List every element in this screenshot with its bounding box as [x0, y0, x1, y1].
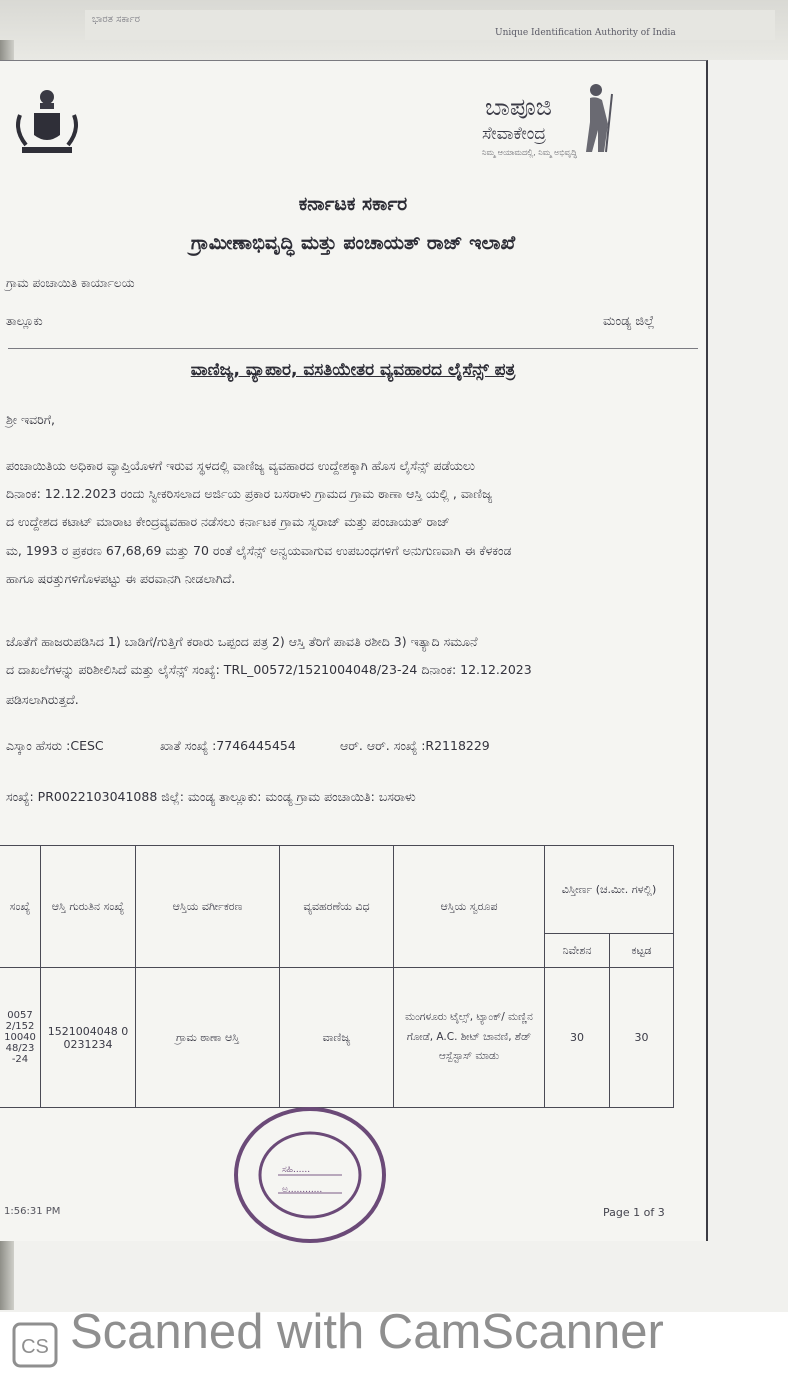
body-line: ದ ಉದ್ದೇಶದ ಕಟಾಟ್ ಮಾರಾಟ ಕೇಂದ್ರವ್ಯವಹಾರ ನಡೆಸಲು ಕರ್ನಾಟಕ ಗ್ರಾಮ ಸ್ವರಾಜ್ ಮತ್ತು ಪಂಚಾಯತ್ ರಾಜ್	[6, 514, 450, 529]
svg-text:CS: CS	[21, 1336, 49, 1358]
body-line: ಹಾಗೂ ಷರತ್ತುಗಳಿಗೊಳಪಟ್ಟು ಈ ಪರವಾನಗಿ ನೀಡಲಾಗಿದೆ.	[6, 571, 236, 586]
table-row	[0, 968, 674, 1108]
stamp-line-2: ಅ............	[282, 1185, 323, 1195]
subheader-site: ನಿವೇಶನ	[545, 934, 610, 968]
header-serial: ಸಂಖ್ಯೆ	[0, 846, 41, 968]
stamp-line-1: ಸಹಿ......	[282, 1165, 311, 1175]
cell-building-area: 30	[610, 968, 674, 1108]
page-number: Page 1 of 3	[603, 1206, 665, 1219]
print-time: 1:56:31 PM	[4, 1206, 61, 1217]
salutation: ಶ್ರೀ ಇವರಿಗೆ,	[6, 412, 55, 427]
taluk-label: ತಾಲ್ಲೂಕು	[6, 314, 43, 328]
bapuji-logo-tagline: ನಿಮ್ಮ ಆಯಾಮದಲ್ಲಿ, ನಿಮ್ಮ ಅಭಿವೃದ್ಧಿ	[482, 148, 578, 157]
escom-name: ಎಸ್ಕಾಂ ಹೆಸರು :CESC	[6, 738, 104, 753]
subheader-building: ಕಟ್ಟಡ	[610, 934, 674, 968]
government-heading: ಕರ್ನಾಟಕ ಸರ್ಕಾರ	[298, 193, 408, 215]
karnataka-emblem-icon	[12, 85, 82, 160]
property-line: ಸಂಖ್ಯೆ: PR0022103041088 ಜಿಲ್ಲೆ: ಮಂಡ್ಯ ತಾಲ್ಲೂಕು: ಮಂಡ್ಯ ಗ್ರಾಮ ಪಂಚಾಯಿತಿ: ಬಸರಾಳು	[6, 789, 416, 804]
header-type: ವ್ಯವಹರಣೆಯ ವಿಧ	[280, 846, 394, 968]
documents-line: ಜೊತೆಗೆ ಹಾಜರುಪಡಿಸಿದ 1) ಬಾಡಿಗೆ/ಗುತ್ತಿಗೆ ಕರಾರು ಒಪ್ಪಂದ ಪತ್ರ 2) ಆಸ್ತಿ ತೆರಿಗೆ ಪಾವತಿ ರಶೀದಿ 3) ಇತ್ಯಾದಿ ಸಮೂನೆ	[6, 634, 478, 649]
header-classification: ಆಸ್ತಿಯ ವರ್ಗೀಕರಣ	[136, 846, 280, 968]
header-property-id: ಆಸ್ತಿ ಗುರುತಿನ ಸಂಖ್ಯೆ	[41, 846, 136, 968]
camscanner-watermark: Scanned with CamScanner	[70, 1305, 664, 1359]
cell-nature: ಮಂಗಳೂರು ಟೈಲ್ಸ್, ಟ್ಯಾಂಕ್/ ಮಣ್ಣಿನ ಗೋಡೆ, A.C. ಶೀಟ್ ಚಾವಣಿ, ಶೆಡ್ ಆಸ್ಬೆಸ್ಟಾಸ್ ಮಾಡು	[394, 968, 545, 1108]
documents-line: ಪಡಿಸಲಾಗಿರುತ್ತದೆ.	[6, 692, 79, 707]
rr-number: ಆರ್. ಆರ್. ಸಂಖ್ಯೆ :R2118229	[340, 738, 490, 753]
office-label: ಗ್ರಾಮ ಪಂಚಾಯಿತಿ ಕಾರ್ಯಾಲಯ	[6, 276, 135, 290]
bapuji-logo-title: ಬಾಪೂಜಿ	[485, 93, 552, 121]
header-nature: ಆಸ್ತಿಯ ಸ್ವರೂಪ	[394, 846, 545, 968]
top-strip-left-text: ಭಾರತ ಸರ್ಕಾರ	[92, 14, 140, 25]
cell-property-id: 1521004048 00231234	[41, 968, 136, 1108]
district-label: ಮಂಡ್ಯ ಜಿಲ್ಲೆ	[603, 314, 655, 329]
body-line: ಪಂಚಾಯಿತಿಯ ಅಧಿಕಾರ ವ್ಯಾಪ್ತಿಯೊಳಗೆ ಇರುವ ಸ್ಥಳದಲ್ಲಿ ವಾಣಿಜ್ಯ ವ್ಯವಹಾರದ ಉದ್ದೇಶಕ್ಕಾಗಿ ಹೊಸ ಲೈಸೆನ್ಸ್ ಪಡೆಯಲು	[6, 458, 475, 473]
escom-account: ಖಾತೆ ಸಂಖ್ಯೆ :7746445454	[160, 738, 296, 753]
header-area: ವಿಸ್ತೀರ್ಣ (ಚ.ಮೀ. ಗಳಲ್ಲಿ)	[545, 846, 674, 934]
top-strip-right-text: Unique Identification Authority of India	[495, 28, 676, 38]
cell-site-area: 30	[545, 968, 610, 1108]
body-line: ಮ, 1993 ರ ಪ್ರಕರಣ 67,68,69 ಮತ್ತು 70 ರಂತೆ ಲೈಸೆನ್ಸ್ ಅನ್ವಯವಾಗುವ ಉಪಬಂಧಗಳಿಗೆ ಅನುಗುಣವಾಗಿ ಈ ಕೆಳಕಂಡ	[6, 543, 512, 558]
documents-line: ದ ದಾಖಲೆಗಳನ್ನು ಪರಿಶೀಲಿಸಿದೆ ಮತ್ತು ಲೈಸೆನ್ಸ್ ಸಂಖ್ಯೆ: TRL_00572/1521004048/23-24 ದಿನಾಂಕ: 12.12.2023	[6, 662, 532, 677]
header-divider	[8, 348, 698, 349]
license-title: ವಾಣಿಜ್ಯ, ವ್ಯಾಪಾರ, ವಸತಿಯೇತರ ವ್ಯವಹಾರದ ಲೈಸೆನ್ಸ್ ಪತ್ರ	[190, 360, 516, 380]
license-table	[0, 845, 674, 1108]
cell-license-no: 00572/1521004048/23-24	[0, 968, 41, 1108]
bapuji-logo-subtitle: ಸೇವಾಕೇಂದ್ರ	[482, 124, 547, 144]
cell-type: ವಾಣಿಜ್ಯ	[280, 968, 394, 1108]
cell-classification: ಗ್ರಾಮ ಠಾಣಾ ಆಸ್ತಿ	[136, 968, 280, 1108]
department-heading: ಗ್ರಾಮೀಣಾಭಿವೃದ್ಧಿ ಮತ್ತು ಪಂಚಾಯತ್ ರಾಜ್ ಇಲಾಖೆ	[190, 232, 516, 254]
body-line: ದಿನಾಂಕ: 12.12.2023 ರಂದು ಸ್ವೀಕರಿಸಲಾದ ಅರ್ಜಿಯ ಪ್ರಕಾರ ಬಸರಾಳು ಗ್ರಾಮದ ಗ್ರಾಮ ಠಾಣಾ ಆಸ್ತಿ ಯಲ್ಲಿ , ವಾಣಿಜ್ಯ	[6, 486, 493, 501]
camscanner-logo-icon	[12, 1322, 58, 1368]
gandhi-logo-icon	[578, 82, 622, 154]
official-seal-stamp	[232, 1105, 388, 1245]
